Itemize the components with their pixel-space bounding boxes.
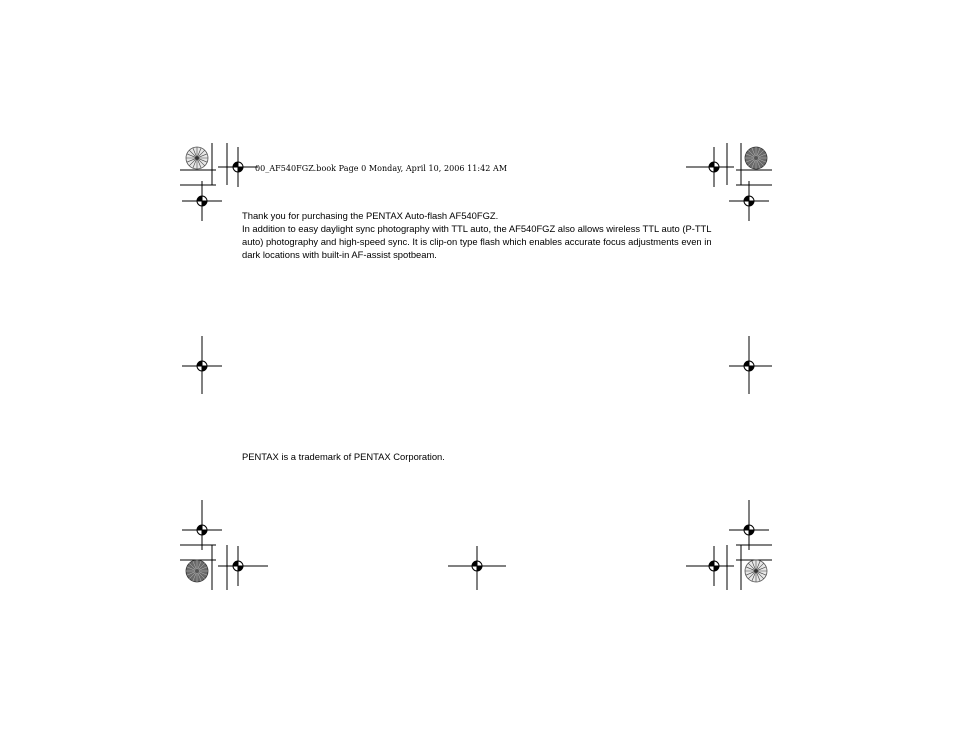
color-dial-icon bbox=[745, 147, 767, 169]
intro-line-thanks: Thank you for purchasing the PENTAX Auto-flash AF540FGZ. bbox=[242, 210, 499, 221]
color-dial-icon bbox=[186, 560, 208, 582]
color-dial-icon bbox=[745, 560, 767, 582]
book-header: 00_AF540FGZ.book Page 0 Monday, April 10, 2006 11:42 AM bbox=[255, 164, 508, 173]
intro-text bbox=[242, 209, 712, 261]
registration-mark-icon bbox=[218, 147, 258, 187]
registration-mark-icon bbox=[182, 181, 222, 221]
trademark-notice: PENTAX is a trademark of PENTAX Corporation. bbox=[242, 451, 445, 462]
registration-mark-icon bbox=[729, 181, 769, 221]
color-dial-icon bbox=[186, 147, 208, 169]
intro-line-description: In addition to easy daylight sync photography with TTL auto, the AF540FGZ also allows wireless TTL auto (P-TTL auto) photography and high-speed sync. It is clip-on type flash which enables accurate focus adjustments even in dark locations with built-in AF-assist spotbeam. bbox=[242, 223, 712, 261]
